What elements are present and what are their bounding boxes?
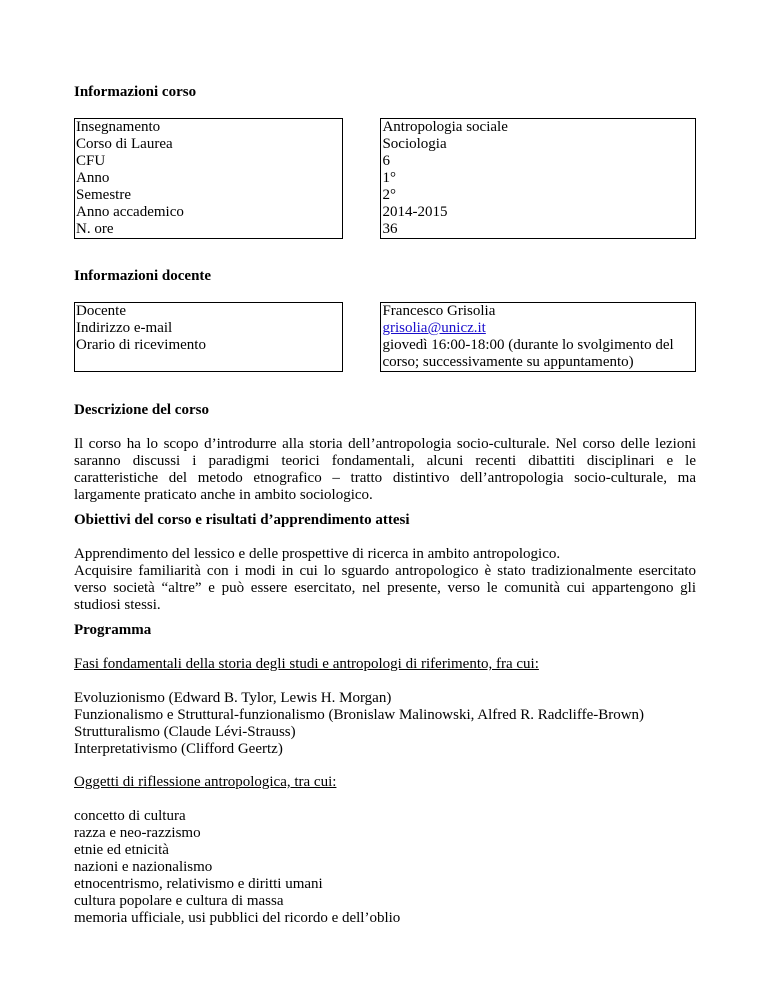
list-item: memoria ufficiale, usi pubblici del ricordo e dell’oblio bbox=[74, 910, 401, 926]
value-cfu: 6 bbox=[382, 153, 390, 169]
paragraph-line: saranno discussi i paradigmi teorici fondamentali, alcuni recenti dibattiti disciplinari e le bbox=[74, 453, 696, 469]
label-anno: Anno bbox=[76, 170, 110, 186]
email-link[interactable]: grisolia@unicz.it bbox=[382, 320, 486, 336]
list-item: Evoluzionismo (Edward B. Tylor, Lewis H. Morgan) bbox=[74, 690, 392, 706]
list-item: Strutturalismo (Claude Lévi-Strauss) bbox=[74, 724, 296, 740]
list-fasi bbox=[74, 690, 644, 758]
subheading-oggetti: Oggetti di riflessione antropologica, tra cui: bbox=[74, 774, 337, 790]
list-item: Interpretativismo (Clifford Geertz) bbox=[74, 741, 283, 757]
paragraph-line: Acquisire familiarità con i modi in cui lo sguardo antropologico è stato tradizionalmente esercitato bbox=[74, 563, 696, 579]
label-semestre: Semestre bbox=[76, 187, 131, 203]
docente-values-cell bbox=[381, 303, 696, 372]
list-item: etnie ed etnicità bbox=[74, 842, 169, 858]
value-semestre: 2° bbox=[382, 187, 396, 203]
paragraph-line: Il corso ha lo scopo d’introdurre alla storia dell’antropologia socio-culturale. Nel corso delle lezioni bbox=[74, 436, 696, 452]
value-n-ore: 36 bbox=[382, 221, 398, 237]
paragraph-line: verso società “altre” e può essere esercitato, nel presente, verso le comunità cui appartengono gli bbox=[74, 580, 696, 596]
list-item: Funzionalismo e Struttural-funzionalismo (Bronislaw Malinowski, Alfred R. Radcliffe-Brown) bbox=[74, 707, 645, 723]
subheading-fasi: Fasi fondamentali della storia degli studi e antropologi di riferimento, fra cui: bbox=[74, 656, 539, 672]
paragraph-line: Apprendimento del lessico e delle prospettive di ricerca in ambito antropologico. bbox=[74, 546, 561, 562]
paragraph-line: studiosi stessi. bbox=[74, 597, 161, 613]
docente-labels-cell bbox=[75, 303, 343, 372]
list-item: cultura popolare e cultura di massa bbox=[74, 893, 284, 909]
label-corso-di-laurea: Corso di Laurea bbox=[76, 136, 173, 152]
heading-informazioni-docente: Informazioni docente bbox=[74, 268, 212, 284]
label-docente: Docente bbox=[76, 303, 126, 319]
paragraph-line: largamente praticato anche in ambito sociologico. bbox=[74, 487, 373, 503]
value-docente: Francesco Grisolia bbox=[382, 303, 496, 319]
list-item: nazioni e nazionalismo bbox=[74, 859, 213, 875]
value-anno-accademico: 2014-2015 bbox=[382, 204, 448, 220]
list-item: concetto di cultura bbox=[74, 808, 186, 824]
table-informazioni-corso bbox=[74, 118, 696, 239]
label-n-ore: N. ore bbox=[76, 221, 114, 237]
label-anno-accademico: Anno accademico bbox=[76, 204, 184, 220]
value-insegnamento: Antropologia sociale bbox=[382, 119, 508, 135]
heading-informazioni-corso: Informazioni corso bbox=[74, 84, 197, 100]
value-corso-di-laurea: Sociologia bbox=[382, 136, 447, 152]
value-orario-ricevimento: giovedì 16:00-18:00 (durante lo svolgimento del corso; successivamente su appuntamento) bbox=[382, 337, 674, 370]
heading-programma: Programma bbox=[74, 622, 152, 638]
list-oggetti bbox=[74, 808, 400, 927]
label-cfu: CFU bbox=[76, 153, 106, 169]
corso-labels-cell bbox=[75, 119, 343, 239]
list-item: razza e neo-razzismo bbox=[74, 825, 201, 841]
paragraph-descrizione bbox=[74, 436, 696, 504]
table-gap bbox=[343, 303, 381, 372]
list-item: etnocentrismo, relativismo e diritti umani bbox=[74, 876, 323, 892]
heading-descrizione-corso: Descrizione del corso bbox=[74, 402, 209, 418]
corso-values-cell bbox=[381, 119, 696, 239]
label-orario-ricevimento: Orario di ricevimento bbox=[76, 337, 206, 353]
label-indirizzo-email: Indirizzo e-mail bbox=[76, 320, 173, 336]
heading-obiettivi: Obiettivi del corso e risultati d’apprendimento attesi bbox=[74, 512, 410, 528]
table-informazioni-docente bbox=[74, 302, 696, 372]
label-insegnamento: Insegnamento bbox=[76, 119, 161, 135]
value-anno: 1° bbox=[382, 170, 396, 186]
paragraph-obiettivi bbox=[74, 546, 696, 614]
paragraph-line: caratteristiche del metodo etnografico – tratto distintivo dell’antropologia socio-culturale, ma bbox=[74, 470, 696, 486]
table-gap bbox=[343, 119, 381, 239]
